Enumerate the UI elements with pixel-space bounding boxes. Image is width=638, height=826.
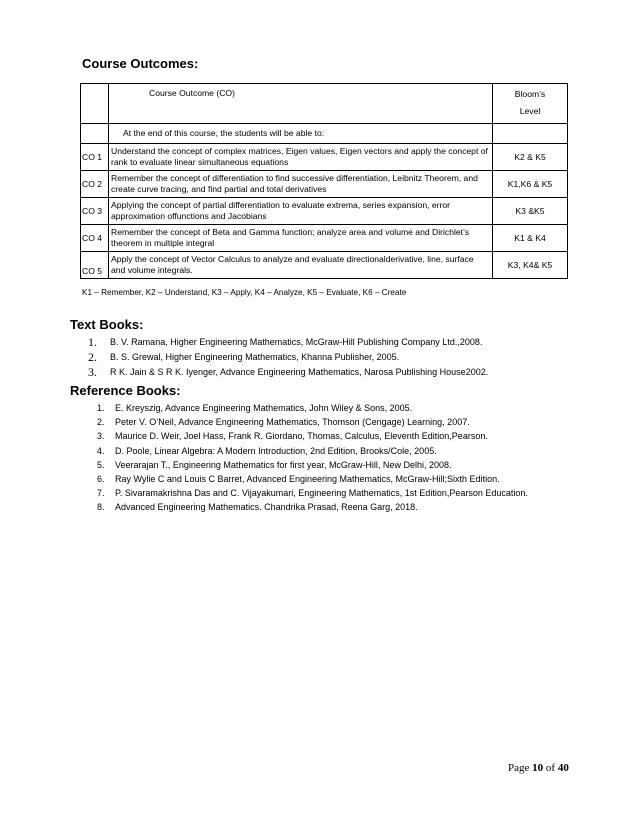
list-item xyxy=(88,365,558,380)
of-word: of xyxy=(545,762,556,774)
total-pages: 40 xyxy=(557,762,569,774)
page-word: Page xyxy=(508,762,530,774)
table-row xyxy=(81,198,568,225)
list-number: 5. xyxy=(97,459,105,470)
header-level-line2: Level xyxy=(519,106,541,116)
table-row xyxy=(81,144,568,171)
list-item xyxy=(93,486,563,500)
co-id: CO 2 xyxy=(81,171,109,198)
co-text: Remember the concept of differentiation to find successive differentiation, Leibnitz Theorem, and create curve tracing, and find partial and total derivatives xyxy=(109,171,493,198)
list-item xyxy=(93,415,563,429)
header-id-cell xyxy=(81,84,109,124)
co-level: K3, K4& K5 xyxy=(493,252,568,279)
header-level-line1: Bloom’s xyxy=(514,89,546,99)
co-level: K2 & K5 xyxy=(493,144,568,171)
list-number: 2. xyxy=(97,417,105,428)
list-item xyxy=(88,335,558,350)
list-item xyxy=(93,472,563,486)
co-id: CO 3 xyxy=(81,198,109,225)
course-outcomes-table xyxy=(80,83,568,279)
co-level: K3 &K5 xyxy=(493,198,568,225)
list-item xyxy=(93,444,563,458)
table-intro-text: At the end of this course, the students will be able to: xyxy=(109,124,493,144)
book-citation: B. V. Ramana, Higher Engineering Mathematics, McGraw-Hill Publishing Company Ltd.,2008. xyxy=(110,337,483,347)
list-number: 4. xyxy=(97,445,105,456)
list-number: 3. xyxy=(88,365,97,379)
course-outcomes-heading: Course Outcomes: xyxy=(82,56,199,71)
table-row xyxy=(81,252,568,279)
co-text: Understand the concept of complex matrices, Eigen values, Eigen vectors and apply the concept of rank to evaluate linear simultaneous equations xyxy=(109,144,493,171)
table-header-row xyxy=(81,84,568,124)
list-item xyxy=(88,350,558,365)
list-number: 1. xyxy=(97,403,105,413)
current-page: 10 xyxy=(532,762,544,774)
book-citation: Advanced Engineering Mathematics. Chandrika Prasad, Reena Garg, 2018. xyxy=(115,502,418,513)
table-intro-row xyxy=(81,124,568,144)
header-level-cell xyxy=(493,84,568,124)
list-number: 6. xyxy=(97,474,105,485)
co-text: Applying the concept of partial differentiation to evaluate extrema, series expansion, error approximation offunctions and Jacobians xyxy=(109,198,493,225)
book-citation: Veerarajan T., Engineering Mathematics for first year, McGraw-Hill, New Delhi, 2008. xyxy=(115,459,452,470)
book-citation: Peter V. O’Neil, Advance Engineering Mathematics, Thomson (Cengage) Learning, 2007. xyxy=(115,417,470,428)
table-row xyxy=(81,171,568,198)
list-item xyxy=(93,458,563,472)
book-citation: R K. Jain & S R K. Iyenger, Advance Engineering Mathematics, Narosa Publishing House2002. xyxy=(110,367,489,377)
list-item xyxy=(93,500,563,514)
reference-books-heading: Reference Books: xyxy=(70,383,181,398)
list-number: 8. xyxy=(97,502,105,513)
co-id: CO 5 xyxy=(81,252,109,279)
list-item xyxy=(93,401,563,415)
co-id: CO 1 xyxy=(81,144,109,171)
page-number xyxy=(508,762,569,774)
co-text: Remember the concept of Beta and Gamma function; analyze area and volume and Dirichlet’s theorem in multiple integral xyxy=(109,225,493,252)
book-citation: E. Kreyszig, Advance Engineering Mathematics, John Wiley & Sons, 2005. xyxy=(115,403,413,413)
co-text: Apply the concept of Vector Calculus to analyze and evaluate directionalderivative, line, surface and volume integrals. xyxy=(109,252,493,279)
header-co-label: Course Outcome (CO) xyxy=(109,84,493,124)
list-number: 2. xyxy=(88,350,97,364)
book-citation: D. Poole, Linear Algebra: A Modern Introduction, 2nd Edition, Brooks/Cole, 2005. xyxy=(115,445,437,456)
table-row xyxy=(81,225,568,252)
text-books-heading: Text Books: xyxy=(70,317,144,332)
list-number: 1. xyxy=(88,335,97,349)
co-id: CO 4 xyxy=(81,225,109,252)
text-books-list xyxy=(88,335,558,380)
book-citation: Maurice D. Weir, Joel Hass, Frank R. Giordano, Thomas, Calculus, Eleventh Edition,Pearson. xyxy=(115,431,488,442)
co-level: K1,K6 & K5 xyxy=(493,171,568,198)
list-number: 3. xyxy=(97,431,105,442)
book-citation: B. S. Grewal, Higher Engineering Mathematics, Khanna Publisher, 2005. xyxy=(110,352,400,362)
co-level: K1 & K4 xyxy=(493,225,568,252)
blooms-legend: K1 – Remember, K2 – Understand, K3 – Apply, K4 – Analyze, K5 – Evaluate, K6 – Create xyxy=(82,288,407,297)
book-citation: Ray Wylie C and Louis C Barret, Advanced Engineering Mathematics, McGraw-Hill;Sixth Edition. xyxy=(115,474,500,485)
reference-books-list xyxy=(93,401,563,515)
book-citation: P. Sivaramakrishna Das and C. Vijayakumari, Engineering Mathematics, 1st Edition,Pearson Education. xyxy=(115,488,528,499)
list-item xyxy=(93,429,563,443)
list-number: 7. xyxy=(97,488,105,499)
